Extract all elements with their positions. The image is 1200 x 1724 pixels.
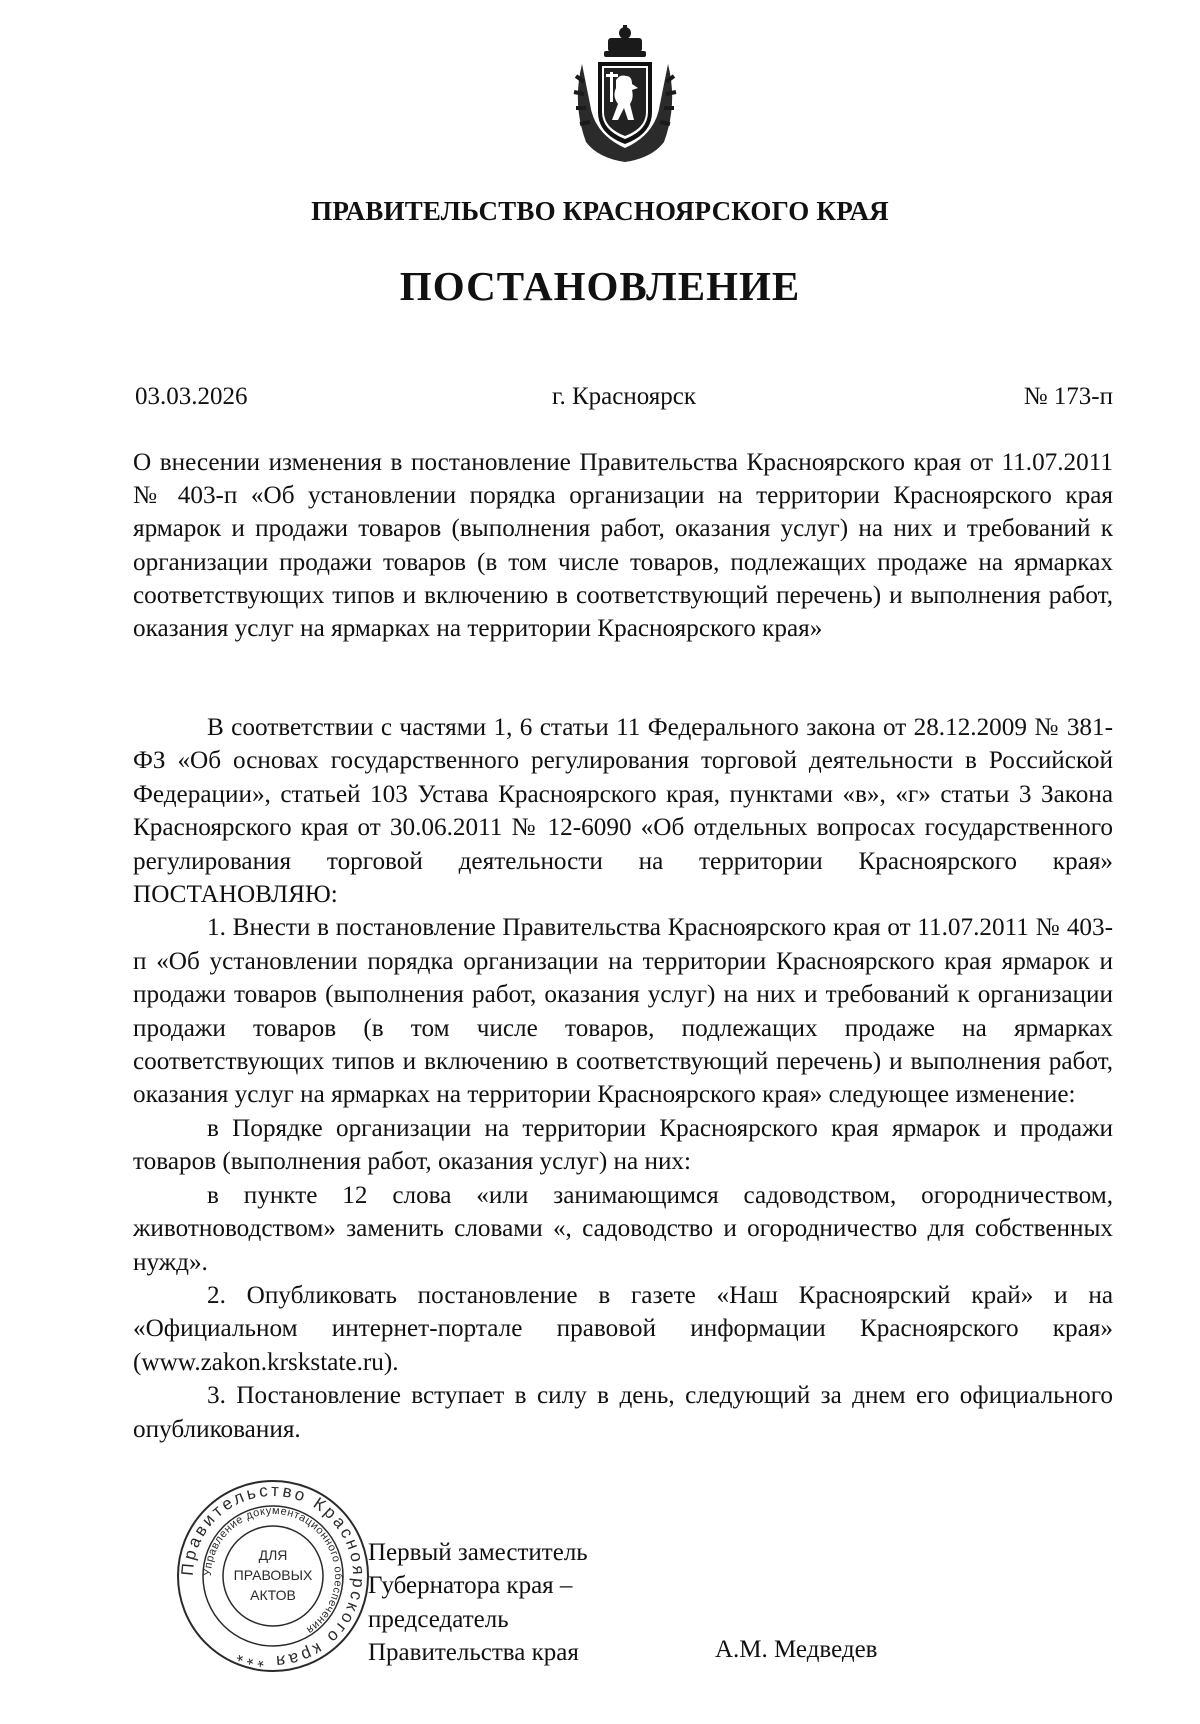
document-subject: О внесении изменения в постановление Правительства Красноярского края от 11.07.2011 № 403-п «Об установлении порядка организации на территории Красноярского края ярмарок и продажи товаров (выполнения работ, оказания услуг) на них и требований к организации продажи товаров (в том числе товаров, подлежащих продаже на ярмарках соответствующих типов и включению в соответствующий перечень) и выполнения работ, оказания услуг на ярмарках на территории Красноярского края» <box>133 449 1113 643</box>
organization-title: ПРАВИТЕЛЬСТВО КРАСНОЯРСКОГО КРАЯ <box>311 196 889 226</box>
item-2-paragraph: 2. Опубликовать постановление в газете «Наш Красноярский край» и на «Официальном интернет-портале правовой информации Красноярского края» (www.zakon.krskstate.ru). <box>133 1281 1113 1376</box>
stamp-inner-text: Управление документационного обеспечения <box>201 1504 345 1637</box>
signatory-name: А.М. Медведев <box>715 1636 878 1663</box>
preamble-paragraph: В соответствии с частями 1, 6 статьи 11 Федерального закона от 28.12.2009 № 381-ФЗ «Об основах государственного регулирования торговой деятельности в Российской Федерации», статьей 103 Устава Красноярского края, пунктами «в», «г» статьи 3 Закона Красноярского края от 30.06.2011 № 12-6090 «Об отдельных вопросах государственного регулирования торговой деятельности на территории Красноярского края» ПОСТАНОВЛЯЮ: <box>133 714 1113 909</box>
stamp-center-line-3: АКТОВ <box>250 1587 296 1603</box>
stamp-outer-text: Правительство Красноярского края *** <box>177 1480 369 1672</box>
document-body <box>133 711 1113 1446</box>
item-1-sub-2-paragraph: в пункте 12 слова «или занимающимся садоводством, огородничеством, животноводством» заменить словами «, садоводство и огородничество для собственных нужд». <box>133 1181 1113 1276</box>
stamp-center-line-2: ПРАВОВЫХ <box>233 1567 313 1583</box>
signatory-position: Первый заместитель Губернатора края – председатель Правительства края <box>368 1539 588 1667</box>
document-city: г. Красноярск <box>552 383 696 410</box>
document-date: 03.03.2026 <box>135 383 248 410</box>
item-1-sub-1-paragraph: в Порядке организации на территории Красноярского края ярмарок и продажи товаров (выполнения работ, оказания услуг) на них: <box>133 1114 1113 1176</box>
signature-block <box>175 1478 915 1718</box>
official-stamp-icon <box>175 1478 371 1674</box>
document-number: № 173-п <box>1023 383 1113 410</box>
stamp-center-line-1: ДЛЯ <box>258 1547 288 1563</box>
item-1-paragraph: 1. Внести в постановление Правительства Красноярского края от 11.07.2011 № 403-п «Об установлении порядка организации на территории Красноярского края ярмарок и продажи товаров (выполнения работ, оказания услуг) на них и требований к организации продажи товаров (в том числе товаров, подлежащих продаже на ярмарках соответствующих типов и включению в соответствующий перечень) и выполнения работ, оказания услуг на ярмарках на территории Красноярского края» следующее изменение: <box>133 914 1113 1109</box>
item-3-paragraph: 3. Постановление вступает в силу в день, следующий за днем его официального опубликования. <box>133 1382 1113 1443</box>
document-type-title: ПОСТАНОВЛЕНИЕ <box>399 263 801 309</box>
coat-of-arms-icon <box>568 24 682 166</box>
